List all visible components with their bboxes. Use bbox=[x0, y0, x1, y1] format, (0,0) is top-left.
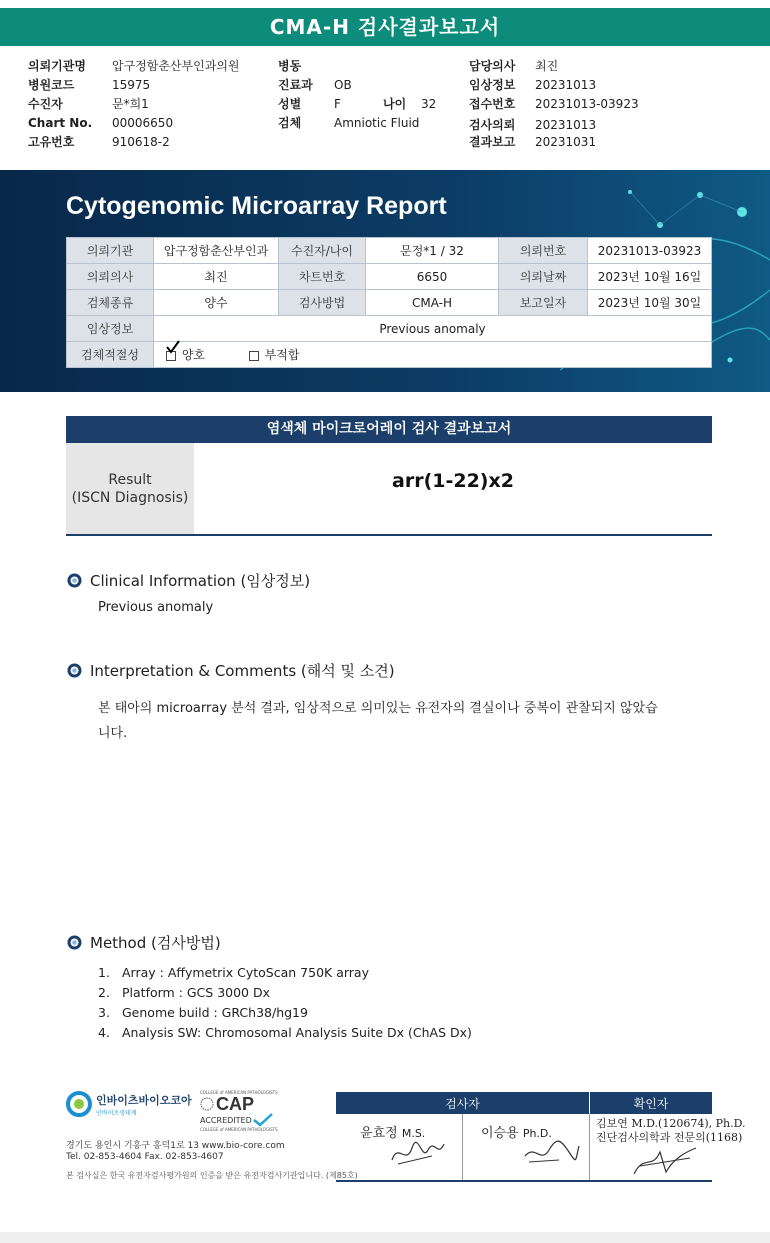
confirmer-signature bbox=[630, 1144, 700, 1178]
accreditation-notice: 본 검사실은 한국 유전자검사평가원의 인증을 받은 유전자검사기관입니다. (제85호) bbox=[66, 1171, 358, 1180]
result-label-line1: Result bbox=[108, 471, 152, 488]
label-doctor: 의뢰의사 bbox=[67, 264, 154, 290]
header-row-specimen: 검체 Amniotic Fluid bbox=[278, 116, 420, 130]
value-patient: 문정*1 / 32 bbox=[366, 238, 499, 264]
label-adequacy: 검체적절성 bbox=[67, 342, 154, 368]
examiner-1-signature bbox=[388, 1136, 448, 1170]
header-row-clinical-info: 임상정보 20231013 bbox=[469, 78, 597, 92]
signature-table bbox=[336, 1092, 746, 1182]
method-heading-text: Method (검사방법) bbox=[90, 934, 221, 952]
value-report-date: 2023년 10월 30일 bbox=[588, 290, 712, 316]
banner-title: Cytogenomic Microarray Report bbox=[66, 192, 447, 220]
adequacy-bad-label: 부적합 bbox=[264, 348, 300, 362]
header-row-test-request: 검사의뢰 20231013 bbox=[469, 118, 597, 132]
adequacy-good-option bbox=[166, 346, 205, 363]
company-logo-icon bbox=[66, 1091, 92, 1117]
label-report-date: 보고일자 bbox=[499, 290, 588, 316]
header-row-unique-no: 고유번호 910618-2 bbox=[28, 135, 170, 149]
info-row-4 bbox=[67, 316, 712, 342]
value-clinical: Previous anomaly bbox=[154, 316, 712, 342]
method-item: 1. Array : Affymetrix CytoScan 750K array bbox=[98, 965, 369, 980]
examiner-2-signature bbox=[521, 1136, 581, 1170]
header-row-institution: 의뢰기관명 압구정함춘산부인과의원 bbox=[28, 59, 240, 73]
value-method: CMA-H bbox=[366, 290, 499, 316]
info-row-5 bbox=[67, 342, 712, 368]
label-request-no: 의뢰번호 bbox=[499, 238, 588, 264]
header-row-chart-no: Chart No. 00006650 bbox=[28, 116, 174, 130]
header-row-patient: 수진자 문*희1 bbox=[28, 97, 149, 111]
confirmer-line1: 김보연 M.D.(120674), Ph.D. bbox=[596, 1117, 746, 1130]
value-request-no: 20231013-03923 bbox=[588, 238, 712, 264]
label-patient: 수진자/나이 bbox=[279, 238, 366, 264]
method-item: 4. Analysis SW: Chromosomal Analysis Suite Dx (ChAS Dx) bbox=[98, 1025, 472, 1040]
interpretation-heading bbox=[66, 660, 395, 681]
result-box bbox=[66, 443, 712, 536]
label-chart-no: 차트번호 bbox=[279, 264, 366, 290]
label-request-date: 의뢰날짜 bbox=[499, 264, 588, 290]
company-name: 인바이츠바이오코아 bbox=[96, 1093, 192, 1107]
examiner-header: 검사자 bbox=[336, 1092, 590, 1114]
label-institution: 의뢰기관 bbox=[67, 238, 154, 264]
value-doctor: 최진 bbox=[154, 264, 279, 290]
confirmer bbox=[590, 1114, 746, 1181]
value-adequacy bbox=[154, 342, 712, 368]
value-request-date: 2023년 10월 16일 bbox=[588, 264, 712, 290]
label-method: 검사방법 bbox=[279, 290, 366, 316]
checkmark-icon bbox=[166, 340, 180, 354]
adequacy-good-label: 양호 bbox=[181, 348, 206, 362]
confirmer-header: 확인자 bbox=[590, 1092, 713, 1114]
method-item: 2. Platform : GCS 3000 Dx bbox=[98, 985, 271, 1000]
result-label bbox=[66, 443, 194, 534]
label-clinical: 임상정보 bbox=[67, 316, 154, 342]
label-specimen: 검체종류 bbox=[67, 290, 154, 316]
cap-seal-icon bbox=[200, 1097, 214, 1111]
examiner-2: 이승용 Ph.D. bbox=[463, 1114, 590, 1181]
info-row-2 bbox=[67, 264, 712, 290]
adequacy-bad-option bbox=[249, 346, 300, 363]
company-logo bbox=[66, 1091, 192, 1117]
method-heading bbox=[66, 932, 221, 953]
interpretation-heading-text: Interpretation & Comments (해석 및 소견) bbox=[90, 662, 395, 680]
company-tel: Tel. 02-853-4604 Fax. 02-853-4607 bbox=[66, 1152, 224, 1162]
info-row-3 bbox=[67, 290, 712, 316]
section-bullet-icon bbox=[66, 934, 83, 951]
report-title: CMA-H 검사결과보고서 bbox=[0, 8, 770, 46]
cap-logo: COLLEGE of AMERICAN PATHOLOGISTS CAP ACCREDITED COLLEGE of AMERICAN PATHOLOGISTS bbox=[200, 1090, 278, 1132]
bottom-strip bbox=[0, 1232, 770, 1243]
section-bullet-icon bbox=[66, 662, 83, 679]
examiner-1: 윤효정 M.S. bbox=[336, 1114, 463, 1181]
header-row-age: 나이 32 bbox=[383, 97, 437, 111]
method-item: 3. Genome build : GRCh38/hg19 bbox=[98, 1005, 308, 1020]
result-label-line2: (ISCN Diagnosis) bbox=[71, 489, 189, 506]
header-row-department: 진료과 OB bbox=[278, 78, 352, 92]
header-row-sex: 성별 F bbox=[278, 97, 341, 111]
clinical-info-text: Previous anomaly bbox=[98, 600, 214, 615]
header-row-hospital-code: 병원코드 15975 bbox=[28, 78, 151, 92]
value-specimen: 양수 bbox=[154, 290, 279, 316]
cap-check-icon bbox=[252, 1113, 274, 1127]
value-chart-no: 6650 bbox=[366, 264, 499, 290]
header-row-result-report: 결과보고 20231031 bbox=[469, 135, 597, 149]
method-list bbox=[98, 963, 472, 1043]
value-institution: 압구정함춘산부인과 bbox=[154, 238, 279, 264]
result-section-heading: 염색체 마이크로어레이 검사 결과보고서 bbox=[66, 416, 712, 443]
report-info-table bbox=[66, 237, 712, 368]
header-row-ward: 병동 bbox=[278, 59, 302, 73]
result-value: arr(1-22)x2 bbox=[392, 470, 514, 492]
clinical-info-heading-text: Clinical Information (임상정보) bbox=[90, 572, 311, 590]
company-address: 경기도 용인시 기흥구 흥덕1로 13 www.bio-core.com bbox=[66, 1141, 285, 1151]
header-row-doctor: 담당의사 최진 bbox=[469, 59, 559, 73]
header-row-receipt-no: 접수번호 20231013-03923 bbox=[469, 97, 639, 111]
company-sub: 인바이츠생태계 bbox=[96, 1109, 137, 1117]
confirmer-line2: 진단검사의학과 전문의(1168) bbox=[596, 1131, 743, 1144]
info-row-1 bbox=[67, 238, 712, 264]
clinical-info-heading bbox=[66, 570, 310, 591]
interpretation-text: 본 태아의 microarray 분석 결과, 임상적으로 의미있는 유전자의 결실이나 중복이 관찰되지 않았습니다. bbox=[98, 701, 658, 741]
section-bullet-icon bbox=[66, 572, 83, 589]
checkbox-bad bbox=[249, 351, 259, 361]
report-banner bbox=[0, 170, 770, 392]
